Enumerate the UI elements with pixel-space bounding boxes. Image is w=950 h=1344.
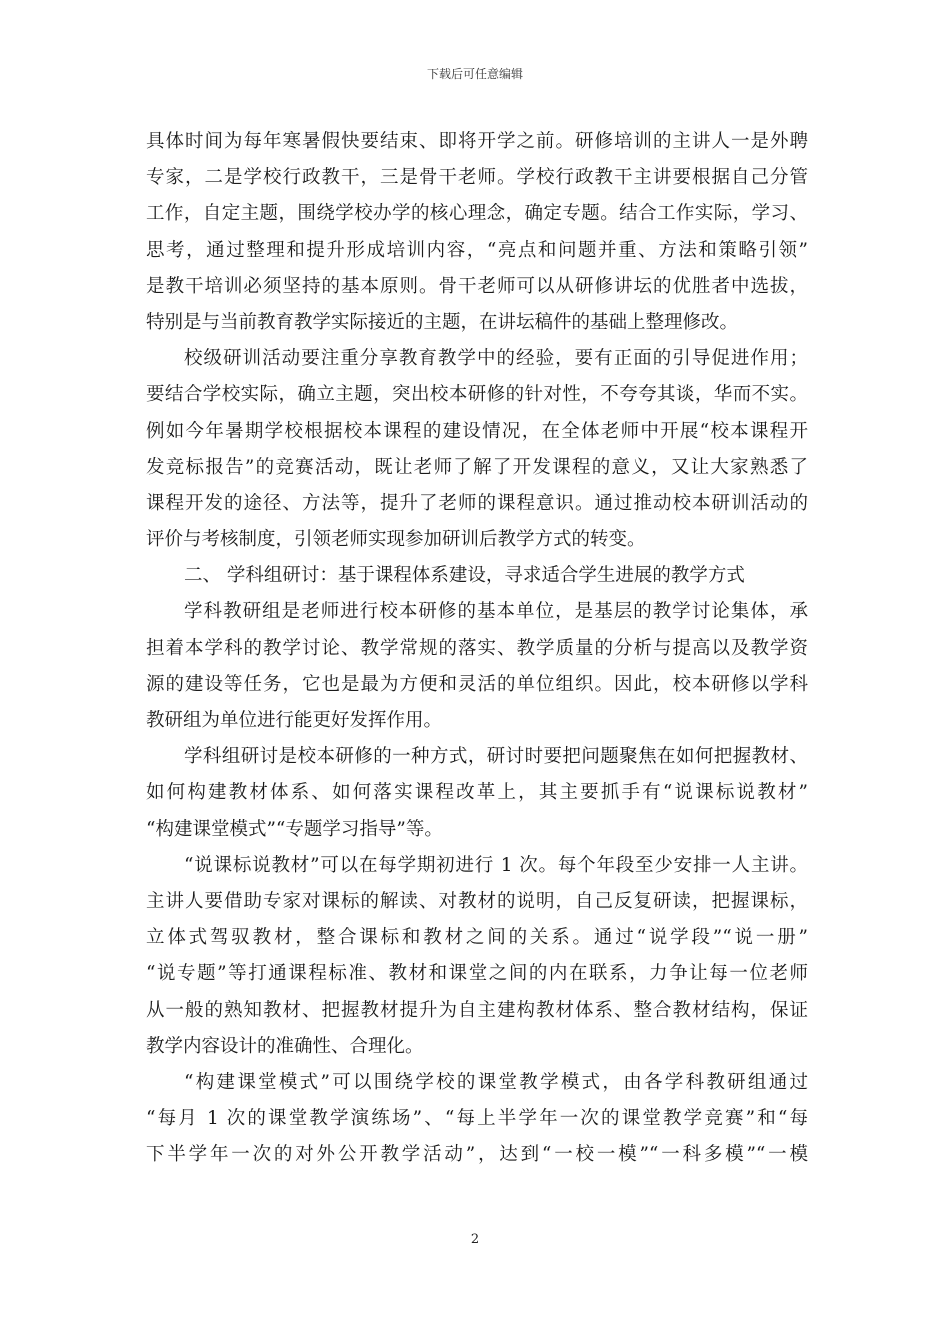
text-line: 特别是与当前教育教学实际接近的主题，在讲坛稿件的基础上整理修改。 [146, 311, 739, 333]
text-line: “构建课堂模式”可以围绕学校的课堂教学模式，由各学科教研组通过 [184, 1071, 808, 1093]
text-line: 校级研训活动要注重分享教育教学中的经验，要有正面的引导促进作用； [184, 348, 808, 370]
text-line: 是教干培训必须坚持的基本原则。骨干老师可以从研修讲坛的优胜者中选拔， [146, 275, 808, 297]
text-line: 学科组研讨是校本研修的一种方式，研讨时要把问题聚焦在如何把握教材、 [184, 746, 808, 768]
text-line: “构建课堂模式”“专题学习指导”等。 [146, 818, 443, 840]
text-line: 要结合学校实际，确立主题，突出校本研修的针对性，不夸夸其谈，华而不实。 [146, 384, 808, 406]
text-line: 如何构建教材体系、如何落实课程改革上，其主要抓手有“说课标说教材” [146, 782, 808, 804]
text-line: 从一般的熟知教材、把握教材提升为自主建构教材体系、整合教材结构，保证 [146, 999, 808, 1021]
text-line: 下半学年一次的对外公开教学活动”，达到“一校一模”“一科多模”“一模 [146, 1144, 808, 1166]
text-line: 思考，通过整理和提升形成培训内容，“亮点和问题并重、方法和策略引领” [146, 239, 808, 261]
text-line: “说专题”等打通课程标准、教材和课堂之间的内在联系，力争让每一位老师 [146, 963, 808, 985]
text-line: 课程开发的途径、方法等，提升了老师的课程意识。通过推动校本研训活动的 [146, 492, 808, 514]
text-line: 教研组为单位进行能更好发挥作用。 [146, 710, 443, 731]
text-line: 专家，二是学校行政教干，三是骨干老师。学校行政教干主讲要根据自己分管 [146, 167, 808, 189]
text-line: 工作，自定主题，围绕学校办学的核心理念，确定专题。结合工作实际，学习、 [146, 203, 808, 225]
text-line: 具体时间为每年寒暑假快要结束、即将开学之前。研修培训的主讲人一是外聘 [146, 131, 808, 152]
text-line: 评价与考核制度，引领老师实现参加研训后教学方式的转变。 [146, 529, 646, 551]
text-line: 例如今年暑期学校根据校本课程的建设情况，在全体老师中开展“校本课程开 [146, 420, 808, 442]
section-heading: 二、 学科组研讨：基于课程体系建设，寻求适合学生进展的教学方式 [184, 565, 745, 587]
text-line: 发竞标报告”的竞赛活动，既让老师了解了开发课程的意义，又让大家熟悉了 [146, 456, 808, 478]
document-body [146, 124, 808, 1173]
page-header: 下载后可任意编辑 [426, 67, 523, 81]
page-number: 2 [470, 1232, 480, 1247]
text-line: 学科教研组是老师进行校本研修的基本单位，是基层的教学讨论集体，承 [184, 601, 808, 623]
text-line: 担着本学科的教学讨论、教学常规的落实、教学质量的分析与提高以及教学资 [146, 637, 808, 659]
text-line: 主讲人要借助专家对课标的解读、对教材的说明，自己反复研读，把握课标， [146, 890, 808, 912]
text-line: 教学内容设计的准确性、合理化。 [146, 1035, 424, 1057]
text-line: “说课标说教材”可以在每学期初进行 1 次。每个年段至少安排一人主讲。 [184, 854, 808, 876]
text-line: “每月 1 次的课堂教学演练场”、“每上半学年一次的课堂教学竞赛”和“每 [146, 1108, 808, 1130]
text-line: 源的建设等任务，它也是最为方便和灵活的单位组织。因此，校本研修以学科 [146, 673, 808, 695]
text-line: 立体式驾驭教材，整合课标和教材之间的关系。通过“说学段”“说一册” [146, 927, 808, 949]
